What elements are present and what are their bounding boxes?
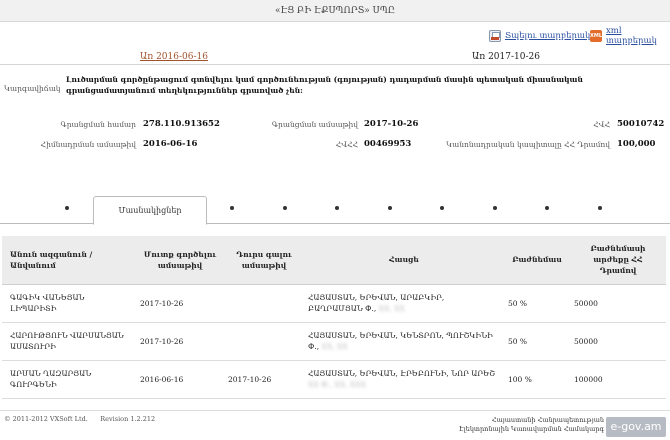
participant-name: ԱՐՄԱՆ ՂԱԶԱՐՅԱՆ ԳՈՒՐԳԵՆԻ: [2, 360, 136, 398]
print-version-link[interactable]: [489, 29, 590, 43]
tab-bullet[interactable]: [493, 206, 497, 210]
col-address: Հասցե: [304, 236, 504, 284]
exit-date: 2017-10-26: [224, 360, 304, 398]
page-title: «ԷՑ ԲԻ ԷՔՍՊՈՐՏ» ՍՊԸ: [0, 0, 670, 22]
participants-table: [2, 236, 666, 399]
date-tab-from[interactable]: Առ 2016-06-16: [140, 52, 208, 62]
table-row: [2, 360, 666, 398]
tab-bullet[interactable]: [545, 206, 549, 210]
activity-value: Լուծարման գործընթացում գտնվելու կամ գործունեության (գոյության) դադարման մասին պետական միասնական գրանցամատյանում տեղեկություններ գրառված չեն:: [66, 75, 583, 95]
address: ՀԱՅԱՍՏԱՆ, ԵՐԵՎԱՆ, ԿԵՆՏՐՈՆ, ՊՈՒՇԿԻՆԻ Փ., XX, XX: [304, 322, 504, 360]
tab-bullet[interactable]: [440, 206, 444, 210]
printer-icon: [489, 30, 501, 42]
print-version-label[interactable]: Տպելու տարբերակ: [505, 31, 591, 41]
address: ՀԱՅԱՍՏԱՆ, ԵՐԵՎԱՆ, ԱՐԱԲԿԻՐ, ԲԱՂՐԱՄՅԱՆ Փ., XX, XX: [304, 284, 504, 322]
divider: [0, 64, 670, 65]
col-exit-date: Դուրս գալու ամսաթիվ: [224, 236, 304, 284]
tin-label: ՀՎՀՀ: [335, 140, 358, 149]
copyright: © 2011-2012 VXSoft Ltd. Revision 1.2.212: [4, 415, 156, 423]
share: 100 %: [504, 360, 570, 398]
tab-bullet[interactable]: [230, 206, 234, 210]
founded-value: 2016-06-16: [143, 139, 198, 149]
exit-date: [224, 322, 304, 360]
footer-divider: [0, 410, 670, 411]
table-header-row: [2, 236, 666, 284]
agency-name: Հայաստանի Հանրապետության Էլեկտրոնային Կառավարման Համակարգ: [458, 416, 604, 433]
activity-label: Կարգավիճակ: [4, 84, 61, 93]
capital-label: Կանոնադրական կապիտալը ՀՀ Դրամով: [446, 140, 610, 149]
tab-bullet[interactable]: [283, 206, 287, 210]
entry-date: 2016-06-16: [136, 360, 224, 398]
col-name: Անուն ազգանուն / Անվանում: [2, 236, 136, 284]
exit-date: [224, 284, 304, 322]
redacted-address: XX, XX: [321, 342, 348, 351]
table-row: [2, 322, 666, 360]
xml-version-link[interactable]: [590, 26, 670, 46]
tab-bullet[interactable]: [65, 206, 69, 210]
code-label: ՀՎՀ: [593, 120, 610, 129]
tab-bullet[interactable]: [335, 206, 339, 210]
participant-name: ԳԱԳԻԿ ՎԱՆԵՅԱՆ ԼԻՊԱՐԻՏԻ: [2, 284, 136, 322]
reg-number-value: 278.110.913652: [143, 119, 220, 129]
participant-name: ՀԱՐՈՒԹՅՈՒՆ ՎԱՐՍԱՆՅԱՆ ԱՍԱՏՈՒՐԻ: [2, 322, 136, 360]
revision: Revision 1.2.212: [100, 415, 156, 423]
founded-label: Հիմնադրման ամսաթիվ: [40, 140, 136, 149]
table-row: [2, 284, 666, 322]
tin-value: 00469953: [364, 139, 412, 149]
reg-date-value: 2017-10-26: [364, 119, 419, 129]
tab-bullet[interactable]: [598, 206, 602, 210]
redacted-address: XX Փ., XX, XXX: [308, 380, 367, 389]
reg-date-label: Գրանցման ամսաթիվ: [271, 120, 358, 129]
code-value: 50010742: [617, 119, 665, 129]
xml-version-label[interactable]: xml տարբերակ: [606, 26, 657, 46]
col-share: Բաժնեմաս: [504, 236, 570, 284]
xml-icon: XML: [590, 30, 602, 42]
egov-logo[interactable]: e-gov.am: [606, 417, 666, 437]
col-entry-date: Մուտք գործելու ամսաթիվ: [136, 236, 224, 284]
share: 50 %: [504, 284, 570, 322]
tab-bullet[interactable]: [388, 206, 392, 210]
share: 50 %: [504, 322, 570, 360]
share-value: 50000: [570, 322, 666, 360]
entry-date: 2017-10-26: [136, 284, 224, 322]
col-share-value: Բաժնեմասի արժեքը ՀՀ Դրամով: [570, 236, 666, 284]
entry-date: 2017-10-26: [136, 322, 224, 360]
redacted-address: XX, XX: [378, 304, 405, 313]
share-value: 100000: [570, 360, 666, 398]
capital-value: 100,000: [617, 139, 656, 149]
date-tab-to: Առ 2017-10-26: [472, 52, 540, 62]
tab-participants[interactable]: Մասնակիցներ: [93, 196, 207, 225]
reg-number-label: Գրանցման համար: [60, 120, 136, 129]
share-value: 50000: [570, 284, 666, 322]
section-tabs: [0, 196, 670, 224]
address: ՀԱՅԱՍՏԱՆ, ԵՐԵՎԱՆ, ԷՐԵԲՈՒՆԻ, ՆՈՐ ԱՐԵՇ XX Փ., XX, XXX: [304, 360, 504, 398]
